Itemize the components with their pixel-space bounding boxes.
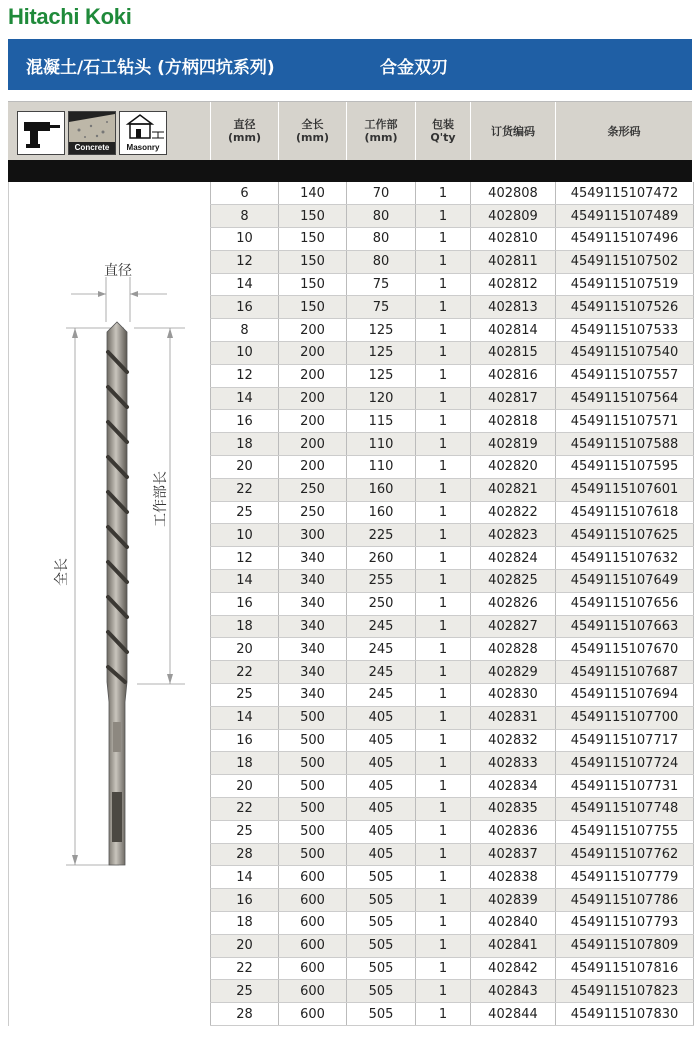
quantity-cell: 1: [416, 729, 471, 752]
barcode-cell: 4549115107557: [556, 364, 694, 387]
table-row: [211, 957, 694, 980]
table-row: [211, 912, 694, 935]
total-length-cell: 600: [279, 980, 347, 1003]
diameter-cell: 12: [211, 364, 279, 387]
barcode-cell: 4549115107670: [556, 638, 694, 661]
working-length-cell: 80: [347, 228, 416, 251]
working-length-cell: 505: [347, 889, 416, 912]
table-row: [211, 547, 694, 570]
diameter-cell: 8: [211, 319, 279, 342]
barcode-cell: 4549115107649: [556, 570, 694, 593]
diameter-cell: 8: [211, 205, 279, 228]
diameter-cell: 18: [211, 615, 279, 638]
quantity-cell: 1: [416, 570, 471, 593]
title-banner: [8, 39, 692, 90]
quantity-cell: 1: [416, 433, 471, 456]
quantity-cell: 1: [416, 661, 471, 684]
quantity-cell: 1: [416, 820, 471, 843]
order-code-cell: 402835: [471, 798, 556, 821]
diameter-cell: 25: [211, 501, 279, 524]
table-row: [211, 775, 694, 798]
total-length-cell: 150: [279, 250, 347, 273]
diameter-cell: 14: [211, 273, 279, 296]
order-code-cell: 402828: [471, 638, 556, 661]
total-length-cell: 340: [279, 570, 347, 593]
total-length-cell: 200: [279, 456, 347, 479]
barcode-cell: 4549115107663: [556, 615, 694, 638]
working-length-cell: 110: [347, 433, 416, 456]
barcode-cell: 4549115107526: [556, 296, 694, 319]
total-length-cell: 200: [279, 433, 347, 456]
order-code-cell: 402815: [471, 342, 556, 365]
barcode-cell: 4549115107700: [556, 706, 694, 729]
order-code-cell: 402822: [471, 501, 556, 524]
table-row: [211, 866, 694, 889]
table-row: [211, 729, 694, 752]
barcode-cell: 4549115107571: [556, 410, 694, 433]
diameter-cell: 16: [211, 889, 279, 912]
order-code-cell: 402825: [471, 570, 556, 593]
diameter-cell: 16: [211, 410, 279, 433]
working-length-cell: 115: [347, 410, 416, 433]
working-length-cell: 110: [347, 456, 416, 479]
table-row: [211, 364, 694, 387]
order-code-cell: 402843: [471, 980, 556, 1003]
order-code-cell: 402809: [471, 205, 556, 228]
total-length-cell: 250: [279, 478, 347, 501]
barcode-cell: 4549115107731: [556, 775, 694, 798]
table-row: [211, 433, 694, 456]
diameter-cell: 28: [211, 843, 279, 866]
barcode-cell: 4549115107724: [556, 752, 694, 775]
working-length-cell: 225: [347, 524, 416, 547]
table-row: [211, 228, 694, 251]
table-row: [211, 570, 694, 593]
order-code-cell: 402827: [471, 615, 556, 638]
product-table: [210, 182, 694, 1026]
total-length-cell: 250: [279, 501, 347, 524]
quantity-cell: 1: [416, 205, 471, 228]
order-code-cell: 402841: [471, 934, 556, 957]
table-row: [211, 661, 694, 684]
working-length-cell: 80: [347, 205, 416, 228]
diameter-cell: 28: [211, 1003, 279, 1026]
working-length-cell: 505: [347, 912, 416, 935]
working-length-cell: 245: [347, 684, 416, 707]
working-length-cell: 160: [347, 478, 416, 501]
diameter-cell: 16: [211, 592, 279, 615]
total-length-cell: 300: [279, 524, 347, 547]
working-length-cell: 405: [347, 798, 416, 821]
table-row: [211, 342, 694, 365]
total-length-label: 全长: [54, 558, 70, 586]
diameter-cell: 14: [211, 570, 279, 593]
working-length-cell: 405: [347, 706, 416, 729]
diameter-cell: 14: [211, 387, 279, 410]
order-code-cell: 402808: [471, 182, 556, 205]
table-row: [211, 820, 694, 843]
concrete-icon: [68, 111, 116, 155]
diameter-cell: 6: [211, 182, 279, 205]
masonry-label: Masonry: [120, 143, 166, 152]
diameter-cell: 18: [211, 752, 279, 775]
quantity-cell: 1: [416, 456, 471, 479]
order-code-cell: 402814: [471, 319, 556, 342]
table-row: [211, 478, 694, 501]
order-code-cell: 402826: [471, 592, 556, 615]
order-code-cell: 402844: [471, 1003, 556, 1026]
brand-logo: Hitachi Koki: [8, 4, 132, 29]
diameter-cell: 10: [211, 228, 279, 251]
working-length-cell: 80: [347, 250, 416, 273]
barcode-cell: 4549115107632: [556, 547, 694, 570]
total-length-cell: 500: [279, 843, 347, 866]
barcode-cell: 4549115107489: [556, 205, 694, 228]
total-length-cell: 600: [279, 934, 347, 957]
barcode-cell: 4549115107472: [556, 182, 694, 205]
order-code-cell: 402831: [471, 706, 556, 729]
working-length-cell: 125: [347, 364, 416, 387]
barcode-cell: 4549115107816: [556, 957, 694, 980]
table-row: [211, 706, 694, 729]
order-code-cell: 402816: [471, 364, 556, 387]
quantity-cell: 1: [416, 410, 471, 433]
total-length-cell: 500: [279, 752, 347, 775]
quantity-cell: 1: [416, 592, 471, 615]
total-length-cell: 340: [279, 592, 347, 615]
table-row: [211, 934, 694, 957]
working-length-cell: 120: [347, 387, 416, 410]
total-length-cell: 340: [279, 547, 347, 570]
diameter-cell: 12: [211, 547, 279, 570]
working-length-cell: 405: [347, 729, 416, 752]
quantity-cell: 1: [416, 980, 471, 1003]
order-code-cell: 402842: [471, 957, 556, 980]
total-length-cell: 200: [279, 410, 347, 433]
order-code-cell: 402820: [471, 456, 556, 479]
working-length-cell: 405: [347, 820, 416, 843]
total-length-cell: 200: [279, 364, 347, 387]
barcode-cell: 4549115107519: [556, 273, 694, 296]
table-row: [211, 410, 694, 433]
order-code-cell: 402810: [471, 228, 556, 251]
diameter-cell: 10: [211, 524, 279, 547]
diameter-cell: 22: [211, 478, 279, 501]
total-length-cell: 340: [279, 615, 347, 638]
quantity-cell: 1: [416, 843, 471, 866]
table-row: [211, 296, 694, 319]
diameter-cell: 22: [211, 661, 279, 684]
table-row: [211, 182, 694, 205]
total-length-cell: 150: [279, 228, 347, 251]
barcode-cell: 4549115107694: [556, 684, 694, 707]
table-row: [211, 752, 694, 775]
table-row: [211, 592, 694, 615]
order-code-cell: 402832: [471, 729, 556, 752]
total-length-cell: 140: [279, 182, 347, 205]
diameter-cell: 16: [211, 296, 279, 319]
quantity-cell: 1: [416, 912, 471, 935]
table-header: [8, 101, 692, 160]
quantity-cell: 1: [416, 752, 471, 775]
table-row: [211, 843, 694, 866]
order-code-cell: 402813: [471, 296, 556, 319]
total-length-cell: 500: [279, 775, 347, 798]
working-length-cell: 75: [347, 296, 416, 319]
hammer-drill-icon: [17, 111, 65, 155]
banner-title: 混凝土/石工钻头 (方柄四坑系列): [26, 58, 275, 78]
table-row: [211, 1003, 694, 1026]
order-code-cell: 402817: [471, 387, 556, 410]
quantity-cell: 1: [416, 273, 471, 296]
quantity-cell: 1: [416, 706, 471, 729]
working-length-cell: 505: [347, 934, 416, 957]
diameter-cell: 22: [211, 957, 279, 980]
barcode-cell: 4549115107533: [556, 319, 694, 342]
col-header-total-length: 全长 (mm): [278, 102, 346, 160]
order-code-cell: 402836: [471, 820, 556, 843]
order-code-cell: 402818: [471, 410, 556, 433]
table-row: [211, 889, 694, 912]
diameter-cell: 20: [211, 775, 279, 798]
quantity-cell: 1: [416, 547, 471, 570]
col-header-barcode: 条形码: [555, 102, 692, 160]
order-code-cell: 402824: [471, 547, 556, 570]
header-divider: [8, 160, 692, 182]
total-length-cell: 600: [279, 889, 347, 912]
working-length-cell: 70: [347, 182, 416, 205]
table-row: [211, 684, 694, 707]
quantity-cell: 1: [416, 889, 471, 912]
quantity-cell: 1: [416, 364, 471, 387]
barcode-cell: 4549115107830: [556, 1003, 694, 1026]
diameter-cell: 14: [211, 866, 279, 889]
total-length-cell: 340: [279, 638, 347, 661]
order-code-cell: 402838: [471, 866, 556, 889]
quantity-cell: 1: [416, 638, 471, 661]
diameter-cell: 18: [211, 433, 279, 456]
working-length-cell: 245: [347, 638, 416, 661]
quantity-cell: 1: [416, 319, 471, 342]
working-length-cell: 245: [347, 661, 416, 684]
working-length-cell: 255: [347, 570, 416, 593]
total-length-cell: 500: [279, 820, 347, 843]
application-icons: [8, 102, 210, 160]
quantity-cell: 1: [416, 524, 471, 547]
quantity-cell: 1: [416, 182, 471, 205]
diameter-cell: 22: [211, 798, 279, 821]
quantity-cell: 1: [416, 934, 471, 957]
barcode-cell: 4549115107502: [556, 250, 694, 273]
col-header-diameter: 直径 (mm): [210, 102, 278, 160]
total-length-cell: 200: [279, 342, 347, 365]
total-length-cell: 200: [279, 387, 347, 410]
quantity-cell: 1: [416, 1003, 471, 1026]
barcode-cell: 4549115107595: [556, 456, 694, 479]
diameter-cell: 16: [211, 729, 279, 752]
barcode-cell: 4549115107496: [556, 228, 694, 251]
col-header-quantity: 包装 Q'ty: [415, 102, 470, 160]
quantity-cell: 1: [416, 228, 471, 251]
col-header-working-length: 工作部 (mm): [346, 102, 415, 160]
quantity-cell: 1: [416, 342, 471, 365]
table-row: [211, 250, 694, 273]
table-row: [211, 638, 694, 661]
table-row: [211, 798, 694, 821]
quantity-cell: 1: [416, 798, 471, 821]
order-code-cell: 402819: [471, 433, 556, 456]
diameter-cell: 10: [211, 342, 279, 365]
total-length-cell: 600: [279, 866, 347, 889]
table-row: [211, 273, 694, 296]
order-code-cell: 402812: [471, 273, 556, 296]
order-code-cell: 402830: [471, 684, 556, 707]
diameter-cell: 20: [211, 456, 279, 479]
quantity-cell: 1: [416, 250, 471, 273]
table-row: [211, 615, 694, 638]
barcode-cell: 4549115107625: [556, 524, 694, 547]
total-length-cell: 340: [279, 684, 347, 707]
total-length-cell: 340: [279, 661, 347, 684]
total-length-cell: 150: [279, 296, 347, 319]
quantity-cell: 1: [416, 296, 471, 319]
barcode-cell: 4549115107793: [556, 912, 694, 935]
table-row: [211, 205, 694, 228]
quantity-cell: 1: [416, 478, 471, 501]
masonry-icon: [119, 111, 167, 155]
working-length-cell: 75: [347, 273, 416, 296]
barcode-cell: 4549115107823: [556, 980, 694, 1003]
banner-subtitle: 合金双刃: [380, 58, 448, 78]
diameter-cell: 14: [211, 706, 279, 729]
working-length-cell: 125: [347, 319, 416, 342]
drill-bit-diagram: [8, 182, 211, 1026]
diameter-cell: 25: [211, 820, 279, 843]
working-length-cell: 505: [347, 866, 416, 889]
working-length-cell: 505: [347, 980, 416, 1003]
total-length-cell: 150: [279, 205, 347, 228]
order-code-cell: 402811: [471, 250, 556, 273]
working-length-label: 工作部长: [153, 471, 169, 527]
quantity-cell: 1: [416, 775, 471, 798]
working-length-cell: 250: [347, 592, 416, 615]
total-length-cell: 150: [279, 273, 347, 296]
order-code-cell: 402834: [471, 775, 556, 798]
total-length-cell: 500: [279, 729, 347, 752]
working-length-cell: 160: [347, 501, 416, 524]
barcode-cell: 4549115107717: [556, 729, 694, 752]
order-code-cell: 402840: [471, 912, 556, 935]
order-code-cell: 402839: [471, 889, 556, 912]
order-code-cell: 402829: [471, 661, 556, 684]
table-row: [211, 501, 694, 524]
diameter-cell: 25: [211, 980, 279, 1003]
total-length-cell: 600: [279, 912, 347, 935]
total-length-cell: 600: [279, 1003, 347, 1026]
barcode-cell: 4549115107748: [556, 798, 694, 821]
barcode-cell: 4549115107687: [556, 661, 694, 684]
quantity-cell: 1: [416, 957, 471, 980]
table-row: [211, 980, 694, 1003]
quantity-cell: 1: [416, 684, 471, 707]
order-code-cell: 402833: [471, 752, 556, 775]
working-length-cell: 505: [347, 1003, 416, 1026]
concrete-label: Concrete: [74, 143, 110, 152]
working-length-cell: 405: [347, 775, 416, 798]
quantity-cell: 1: [416, 501, 471, 524]
table-row: [211, 387, 694, 410]
barcode-cell: 4549115107755: [556, 820, 694, 843]
diameter-cell: 25: [211, 684, 279, 707]
diameter-cell: 20: [211, 638, 279, 661]
diameter-cell: 18: [211, 912, 279, 935]
quantity-cell: 1: [416, 866, 471, 889]
diameter-cell: 12: [211, 250, 279, 273]
barcode-cell: 4549115107601: [556, 478, 694, 501]
diameter-label: 直径: [104, 263, 132, 279]
order-code-cell: 402821: [471, 478, 556, 501]
total-length-cell: 600: [279, 957, 347, 980]
barcode-cell: 4549115107809: [556, 934, 694, 957]
total-length-cell: 200: [279, 319, 347, 342]
quantity-cell: 1: [416, 387, 471, 410]
working-length-cell: 260: [347, 547, 416, 570]
barcode-cell: 4549115107656: [556, 592, 694, 615]
col-header-order-code: 订货编码: [470, 102, 555, 160]
table-row: [211, 319, 694, 342]
barcode-cell: 4549115107762: [556, 843, 694, 866]
total-length-cell: 500: [279, 706, 347, 729]
table-row: [211, 524, 694, 547]
barcode-cell: 4549115107540: [556, 342, 694, 365]
barcode-cell: 4549115107779: [556, 866, 694, 889]
working-length-cell: 405: [347, 843, 416, 866]
barcode-cell: 4549115107588: [556, 433, 694, 456]
table-row: [211, 456, 694, 479]
working-length-cell: 245: [347, 615, 416, 638]
diameter-cell: 20: [211, 934, 279, 957]
total-length-cell: 500: [279, 798, 347, 821]
working-length-cell: 125: [347, 342, 416, 365]
order-code-cell: 402837: [471, 843, 556, 866]
barcode-cell: 4549115107564: [556, 387, 694, 410]
order-code-cell: 402823: [471, 524, 556, 547]
barcode-cell: 4549115107786: [556, 889, 694, 912]
working-length-cell: 405: [347, 752, 416, 775]
working-length-cell: 505: [347, 957, 416, 980]
quantity-cell: 1: [416, 615, 471, 638]
barcode-cell: 4549115107618: [556, 501, 694, 524]
